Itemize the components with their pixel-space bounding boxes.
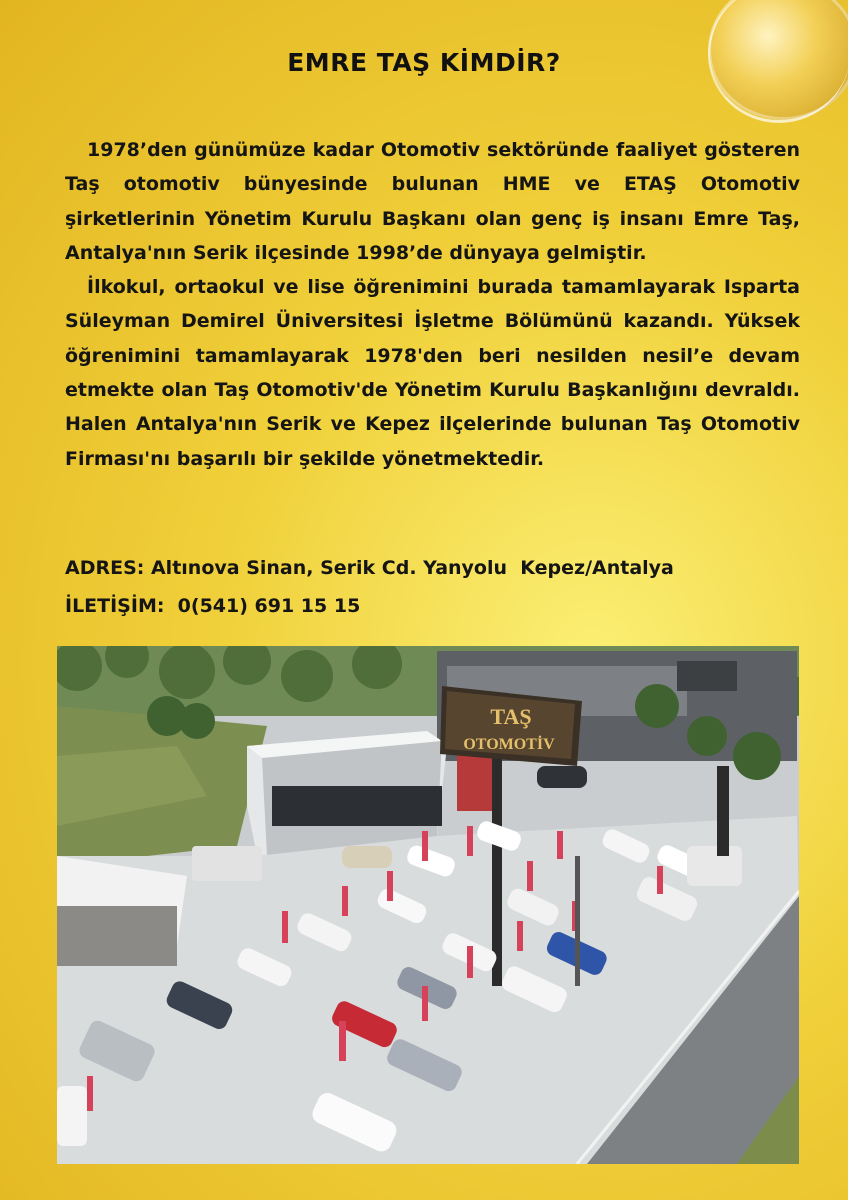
- biography-text: [65, 133, 800, 476]
- paragraph-1: 1978’den günümüze kadar Otomotiv sektöründe faaliyet gösteren Taş otomotiv bünyesinde bulunan HME ve ETAŞ Otomotiv şirketlerinin Yönetim Kurulu Başkanı olan genç iş insanı Emre Taş, Antalya'nın Serik ilçesinde 1998’de dünyaya gelmiştir.: [65, 139, 800, 264]
- contact-line: İLETİŞİM: 0(541) 691 15 15: [65, 595, 361, 617]
- sign-text-line2: OTOMOTİV: [463, 736, 555, 753]
- paragraph-2: İlkokul, ortaokul ve lise öğrenimini burada tamamlayarak Isparta Süleyman Demirel Üniversitesi İşletme Bölümünü kazandı. Yüksek öğrenimini tamamlayarak 1978'den beri nesilden nesil’e devam etmekte olan Taş Otomotiv'de Yönetim Kurulu Başkanlığını devraldı. Halen Antalya'nın Serik ve Kepez ilçelerinde bulunan Taş Otomotiv Firması'nı başarılı bir şekilde yönetmektedir.: [65, 276, 800, 470]
- sign-text-line1: TAŞ: [490, 704, 532, 729]
- dealership-photo: [57, 646, 799, 1164]
- address-line: ADRES: Altınova Sinan, Serik Cd. Yanyolu Kepez/Antalya: [65, 557, 674, 579]
- page-title: EMRE TAŞ KİMDİR?: [287, 48, 561, 77]
